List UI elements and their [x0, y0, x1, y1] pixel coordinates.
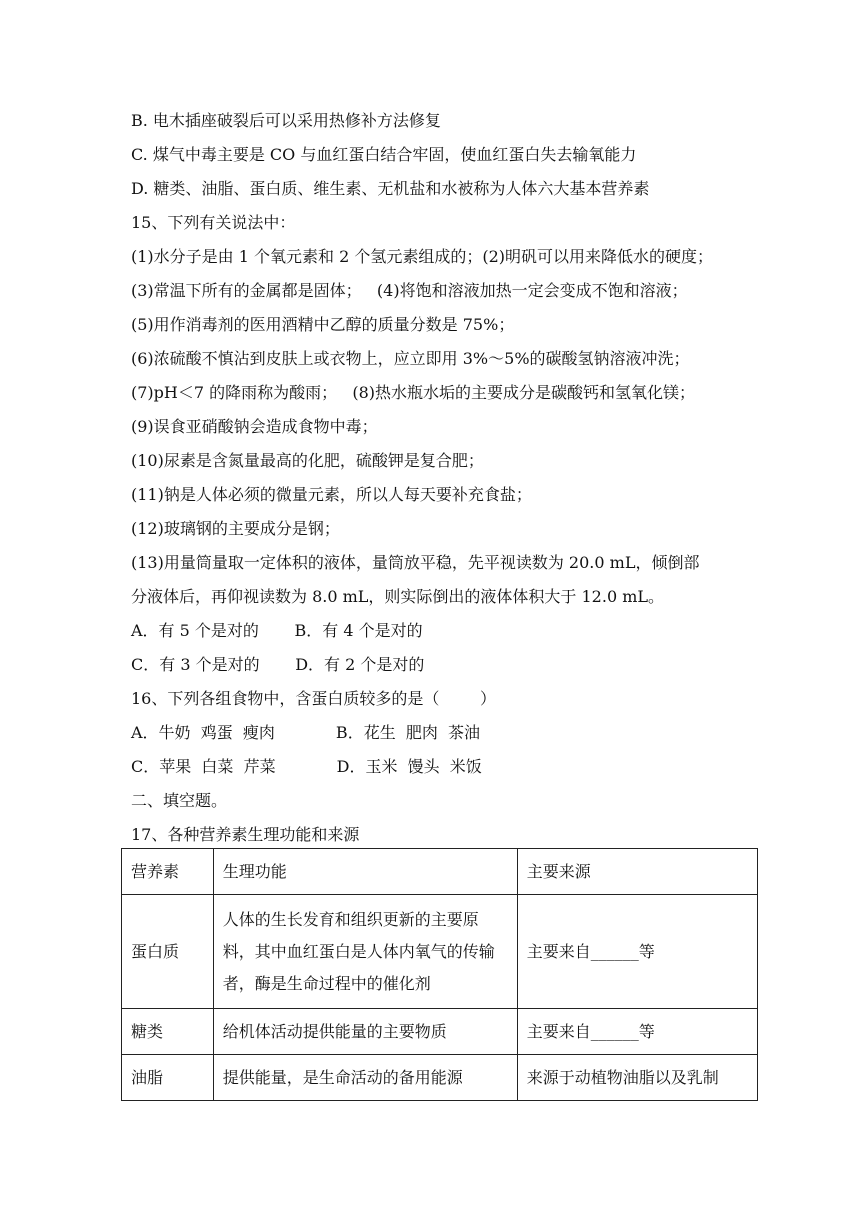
question-16-stem: 16、下列各组食物中，含蛋白质较多的是（ ）: [131, 689, 497, 708]
statement-13-part1: (13)用量筒量取一定体积的液体，量筒放平稳，先平视读数为 20.0 mL，倾倒部: [131, 553, 700, 572]
statement-11: (11)钠是人体必须的微量元素，所以人每天要补充食盐；: [131, 485, 532, 504]
function-cell: [213, 1009, 517, 1055]
table-header-cell: 主要来源: [517, 849, 757, 895]
question-15-stem: 15、下列有关说法中：: [131, 213, 296, 232]
option-c-line: C. 煤气中毒主要是 CO 与血红蛋白结合牢固，使血红蛋白失去输氧能力: [131, 145, 637, 164]
function-cell: [213, 1055, 517, 1101]
q15-options-cd: C．有 3 个是对的 D．有 2 个是对的: [131, 655, 425, 674]
table-header-cell: 营养素: [122, 849, 214, 895]
function-text-line: 人体的生长发育和组织更新的主要原: [222, 909, 479, 929]
option-d-line: D. 糖类、油脂、蛋白质、维生素、无机盐和水被称为人体六大基本营养素: [131, 179, 650, 198]
source-cell: 主要来自______等: [517, 1009, 757, 1055]
statement-12: (12)玻璃钢的主要成分是钢；: [131, 519, 340, 538]
statement-6: (6)浓硫酸不慎沾到皮肤上或衣物上，应立即用 3%～5%的碳酸氢钠溶液冲洗；: [131, 349, 690, 368]
statement-3-4: (3)常温下所有的金属都是固体； (4)将饱和溶液加热一定会变成不饱和溶液；: [131, 281, 688, 300]
q16-options-cd: C．苹果 白菜 芹菜 D．玉米 馒头 米饭: [131, 757, 482, 776]
q15-options-ab: A．有 5 个是对的 B．有 4 个是对的: [131, 621, 423, 640]
function-cell: [213, 895, 517, 1009]
nutrients-table: [121, 848, 758, 1101]
source-cell: 主要来自______等: [517, 895, 757, 1009]
statement-13-part2: 分液体后，再仰视读数为 8.0 mL，则实际倒出的液体体积大于 12.0 mL。: [131, 587, 665, 606]
nutrient-name-cell: 油脂: [122, 1055, 214, 1101]
option-b-line: B. 电木插座破裂后可以采用热修补方法修复: [131, 111, 441, 130]
q16-options-ab: A．牛奶 鸡蛋 瘦肉 B．花生 肥肉 茶油: [131, 723, 481, 742]
section-heading-fill-in: 二、填空题。: [131, 791, 228, 810]
statement-5: (5)用作消毒剂的医用酒精中乙醇的质量分数是 75%；: [131, 315, 515, 334]
statement-9: (9)误食亚硝酸钠会造成食物中毒；: [131, 417, 378, 436]
table-row: [122, 1009, 758, 1055]
function-text-line: 提供能量，是生命活动的备用能源: [222, 1067, 463, 1087]
function-text-line: 料，其中血红蛋白是人体内氧气的传输: [222, 941, 495, 961]
statement-1-2: (1)水分子是由 1 个氧元素和 2 个氢元素组成的；(2)明矾可以用来降低水的硬度；: [131, 247, 714, 266]
nutrient-name-cell: 糖类: [122, 1009, 214, 1055]
statement-7-8: (7)pH＜7 的降雨称为酸雨； (8)热水瓶水垢的主要成分是碳酸钙和氢氧化镁；: [131, 383, 696, 402]
table-header-cell: 生理功能: [213, 849, 517, 895]
function-text-line: 给机体活动提供能量的主要物质: [222, 1021, 447, 1041]
source-cell: 来源于动植物油脂以及乳制: [517, 1055, 757, 1101]
statement-10: (10)尿素是含氮量最高的化肥，硫酸钾是复合肥；: [131, 451, 484, 470]
table-row: [122, 895, 758, 1009]
question-17-stem: 17、各种营养素生理功能和来源: [131, 825, 360, 844]
nutrient-name-cell: 蛋白质: [122, 895, 214, 1009]
table-row: [122, 1055, 758, 1101]
function-text-line: 者，酶是生命过程中的催化剂: [222, 973, 431, 993]
table-header-row: [122, 849, 758, 895]
